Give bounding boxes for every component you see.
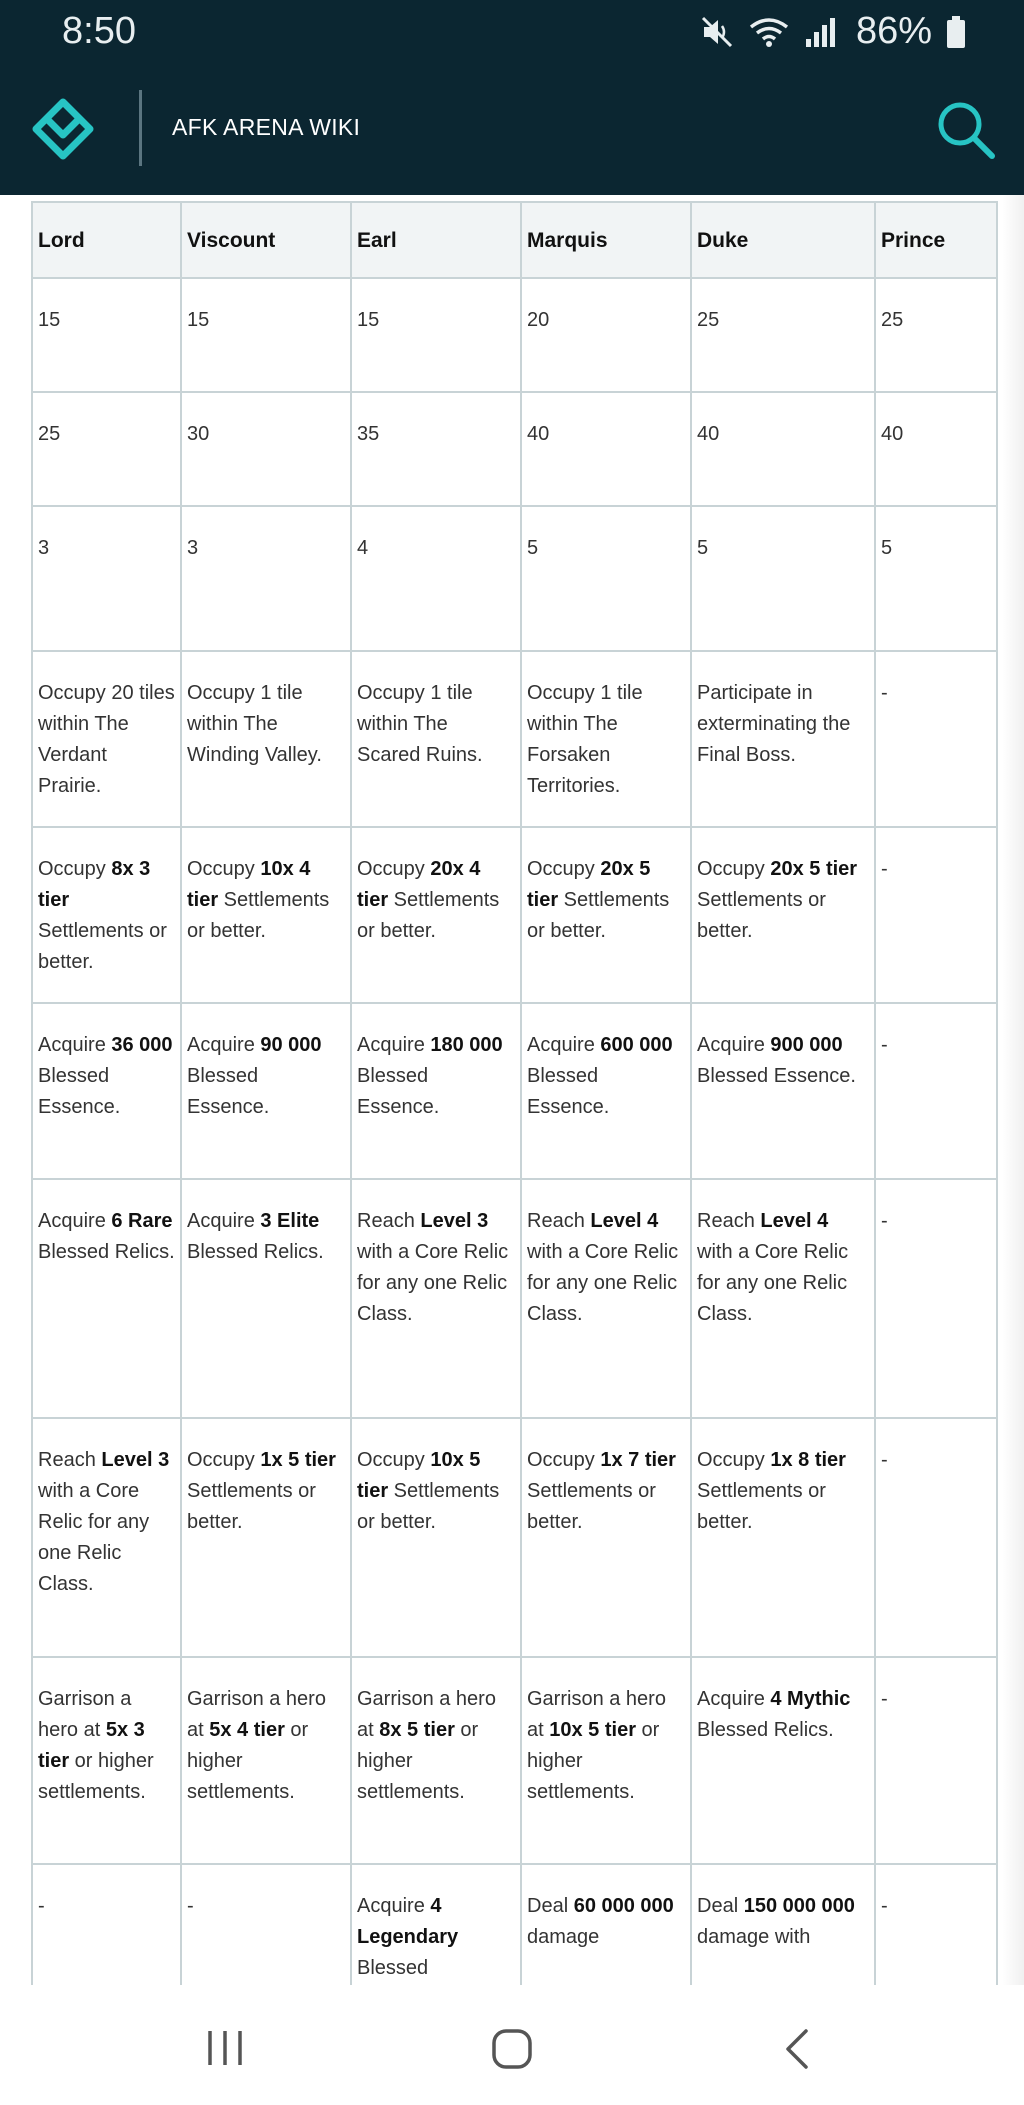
table-row bbox=[32, 827, 997, 1003]
table-cell: Acquire 180 000 Blessed Essence. bbox=[351, 1003, 521, 1179]
table-cell: - bbox=[875, 1418, 997, 1657]
table-cell: Acquire 4 Mythic Blessed Relics. bbox=[691, 1657, 875, 1864]
table-cell: Reach Level 4 with a Core Relic for any one Relic Class. bbox=[691, 1179, 875, 1418]
table-cell: 4 bbox=[351, 506, 521, 651]
table-cell: 15 bbox=[351, 278, 521, 392]
table-cell: Acquire 36 000 Blessed Essence. bbox=[32, 1003, 181, 1179]
highlighted-value: 20x 5 tier bbox=[527, 858, 651, 911]
table-cell: Occupy 1 tile within The Forsaken Territories. bbox=[521, 651, 691, 827]
highlighted-value: 600 000 bbox=[600, 1034, 673, 1056]
table-cell: Garrison a hero at 10x 5 tier or higher settlements. bbox=[521, 1657, 691, 1864]
table-cell: 5 bbox=[521, 506, 691, 651]
highlighted-value: 4 Legendary bbox=[357, 1895, 459, 1948]
header-marquis: Marquis bbox=[521, 202, 691, 278]
highlighted-value: 180 000 bbox=[430, 1034, 503, 1056]
header-lord: Lord bbox=[32, 202, 181, 278]
highlighted-value: 8x 5 tier bbox=[379, 1719, 455, 1741]
table-cell: 35 bbox=[351, 392, 521, 506]
table-cell: 3 bbox=[32, 506, 181, 651]
table-cell: 5 bbox=[875, 506, 997, 651]
table-cell: Occupy 1 tile within The Winding Valley. bbox=[181, 651, 351, 827]
table-cell: 25 bbox=[32, 392, 181, 506]
highlighted-value: 8x 3 tier bbox=[38, 858, 151, 911]
table-cell: Reach Level 4 with a Core Relic for any one Relic Class. bbox=[521, 1179, 691, 1418]
table-cell: Acquire 600 000 Blessed Essence. bbox=[521, 1003, 691, 1179]
table-cell: 20 bbox=[521, 278, 691, 392]
table-cell: Deal 150 000 000 damage with bbox=[691, 1864, 875, 1985]
table-cell: - bbox=[875, 1657, 997, 1864]
table-row bbox=[32, 1864, 997, 1985]
highlighted-value: 900 000 bbox=[770, 1034, 843, 1056]
table-cell: - bbox=[875, 1864, 997, 1985]
table-cell: - bbox=[32, 1864, 181, 1985]
highlighted-value: 4 Mythic bbox=[770, 1688, 851, 1710]
recent-apps-icon[interactable] bbox=[204, 2027, 246, 2069]
highlighted-value: Level 4 bbox=[590, 1210, 659, 1232]
table-cell: Garrison a hero at 5x 4 tier or higher settlements. bbox=[181, 1657, 351, 1864]
back-icon[interactable] bbox=[780, 2027, 816, 2071]
appbar-divider bbox=[139, 90, 142, 166]
table-cell: Occupy 1 tile within The Scared Ruins. bbox=[351, 651, 521, 827]
highlighted-value: 10x 5 tier bbox=[549, 1719, 636, 1741]
table-cell: 3 bbox=[181, 506, 351, 651]
table-cell: 5 bbox=[691, 506, 875, 651]
signal-icon bbox=[804, 15, 838, 49]
page-content[interactable] bbox=[0, 195, 1024, 1985]
highlighted-value: Level 3 bbox=[101, 1449, 170, 1471]
table-cell: Occupy 1x 7 tier Settlements or better. bbox=[521, 1418, 691, 1657]
battery-percentage: 86% bbox=[855, 10, 932, 52]
highlighted-value: 1x 5 tier bbox=[260, 1449, 336, 1471]
table-cell: Occupy 10x 4 tier Settlements or better. bbox=[181, 827, 351, 1003]
table-cell: Occupy 1x 8 tier Settlements or better. bbox=[691, 1418, 875, 1657]
header-viscount: Viscount bbox=[181, 202, 351, 278]
table-cell: 40 bbox=[521, 392, 691, 506]
rank-requirements-table bbox=[31, 201, 998, 1985]
highlighted-value: 90 000 bbox=[260, 1034, 322, 1056]
highlighted-value: Level 3 bbox=[420, 1210, 489, 1232]
table-cell: Acquire 6 Rare Blessed Relics. bbox=[32, 1179, 181, 1418]
table-row bbox=[32, 506, 997, 651]
table-row bbox=[32, 651, 997, 827]
table-row bbox=[32, 1003, 997, 1179]
table-cell: - bbox=[875, 651, 997, 827]
app-bar bbox=[0, 64, 1024, 195]
highlighted-value: 6 Rare bbox=[111, 1210, 173, 1232]
wiki-title[interactable]: AFK ARENA WIKI bbox=[172, 114, 361, 140]
search-icon[interactable] bbox=[934, 98, 998, 162]
table-cell: 30 bbox=[181, 392, 351, 506]
wiki-logo-icon[interactable] bbox=[28, 94, 98, 164]
table-row bbox=[32, 1179, 997, 1418]
table-row bbox=[32, 1418, 997, 1657]
highlighted-value: 3 Elite bbox=[260, 1210, 320, 1232]
table-cell: 40 bbox=[875, 392, 997, 506]
table-cell: Garrison a hero at 8x 5 tier or higher settlements. bbox=[351, 1657, 521, 1864]
highlighted-value: 20x 4 tier bbox=[357, 858, 481, 911]
battery-icon bbox=[946, 15, 966, 49]
table-cell: 15 bbox=[32, 278, 181, 392]
table-cell: Occupy 10x 5 tier Settlements or better. bbox=[351, 1418, 521, 1657]
highlighted-value: Level 4 bbox=[760, 1210, 829, 1232]
table-cell: Reach Level 3 with a Core Relic for any one Relic Class. bbox=[32, 1418, 181, 1657]
highlighted-value: 20x 5 tier bbox=[770, 858, 858, 880]
table-cell: Deal 60 000 000 damage bbox=[521, 1864, 691, 1985]
highlighted-value: 1x 8 tier bbox=[770, 1449, 846, 1471]
highlighted-value: 60 000 000 bbox=[573, 1895, 674, 1917]
page-shadow-edge bbox=[1002, 195, 1024, 1985]
status-time: 8:50 bbox=[62, 10, 136, 52]
highlighted-value: 1x 7 tier bbox=[600, 1449, 676, 1471]
table-cell: Occupy 20x 5 tier Settlements or better. bbox=[691, 827, 875, 1003]
highlighted-value: 5x 3 tier bbox=[38, 1719, 145, 1772]
table-cell: 15 bbox=[181, 278, 351, 392]
table-row bbox=[32, 278, 997, 392]
table-cell: Occupy 1x 5 tier Settlements or better. bbox=[181, 1418, 351, 1657]
highlighted-value: 150 000 000 bbox=[743, 1895, 855, 1917]
header-earl: Earl bbox=[351, 202, 521, 278]
system-nav-bar bbox=[0, 1985, 1024, 2105]
table-cell: Occupy 20x 5 tier Settlements or better. bbox=[521, 827, 691, 1003]
table-cell: Occupy 20x 4 tier Settlements or better. bbox=[351, 827, 521, 1003]
status-bar bbox=[0, 0, 1024, 64]
table-cell: 40 bbox=[691, 392, 875, 506]
home-icon[interactable] bbox=[490, 2027, 534, 2071]
table-cell: Acquire 900 000 Blessed Essence. bbox=[691, 1003, 875, 1179]
table-cell: Occupy 8x 3 tier Settlements or better. bbox=[32, 827, 181, 1003]
mute-icon bbox=[700, 15, 734, 49]
table-row bbox=[32, 392, 997, 506]
table-cell: Participate in exterminating the Final Boss. bbox=[691, 651, 875, 827]
highlighted-value: 5x 4 tier bbox=[209, 1719, 285, 1741]
wifi-icon bbox=[748, 15, 790, 49]
table-cell: - bbox=[875, 1003, 997, 1179]
table-cell: 25 bbox=[875, 278, 997, 392]
highlighted-value: 36 000 bbox=[111, 1034, 173, 1056]
table-cell: Acquire 4 Legendary Blessed bbox=[351, 1864, 521, 1985]
table-row bbox=[32, 1657, 997, 1864]
header-prince: Prince bbox=[875, 202, 997, 278]
table-cell: Garrison a hero at 5x 3 tier or higher settlements. bbox=[32, 1657, 181, 1864]
highlighted-value: 10x 4 tier bbox=[187, 858, 311, 911]
table-cell: Acquire 3 Elite Blessed Relics. bbox=[181, 1179, 351, 1418]
table-cell: Occupy 20 tiles within The Verdant Prairie. bbox=[32, 651, 181, 827]
table-cell: Reach Level 3 with a Core Relic for any one Relic Class. bbox=[351, 1179, 521, 1418]
status-icons bbox=[700, 10, 966, 53]
table-cell: - bbox=[181, 1864, 351, 1985]
table-cell: 25 bbox=[691, 278, 875, 392]
table-header-row bbox=[32, 202, 997, 278]
highlighted-value: 10x 5 tier bbox=[357, 1449, 481, 1502]
table-cell: - bbox=[875, 827, 997, 1003]
table-cell: Acquire 90 000 Blessed Essence. bbox=[181, 1003, 351, 1179]
table-cell: - bbox=[875, 1179, 997, 1418]
header-duke: Duke bbox=[691, 202, 875, 278]
